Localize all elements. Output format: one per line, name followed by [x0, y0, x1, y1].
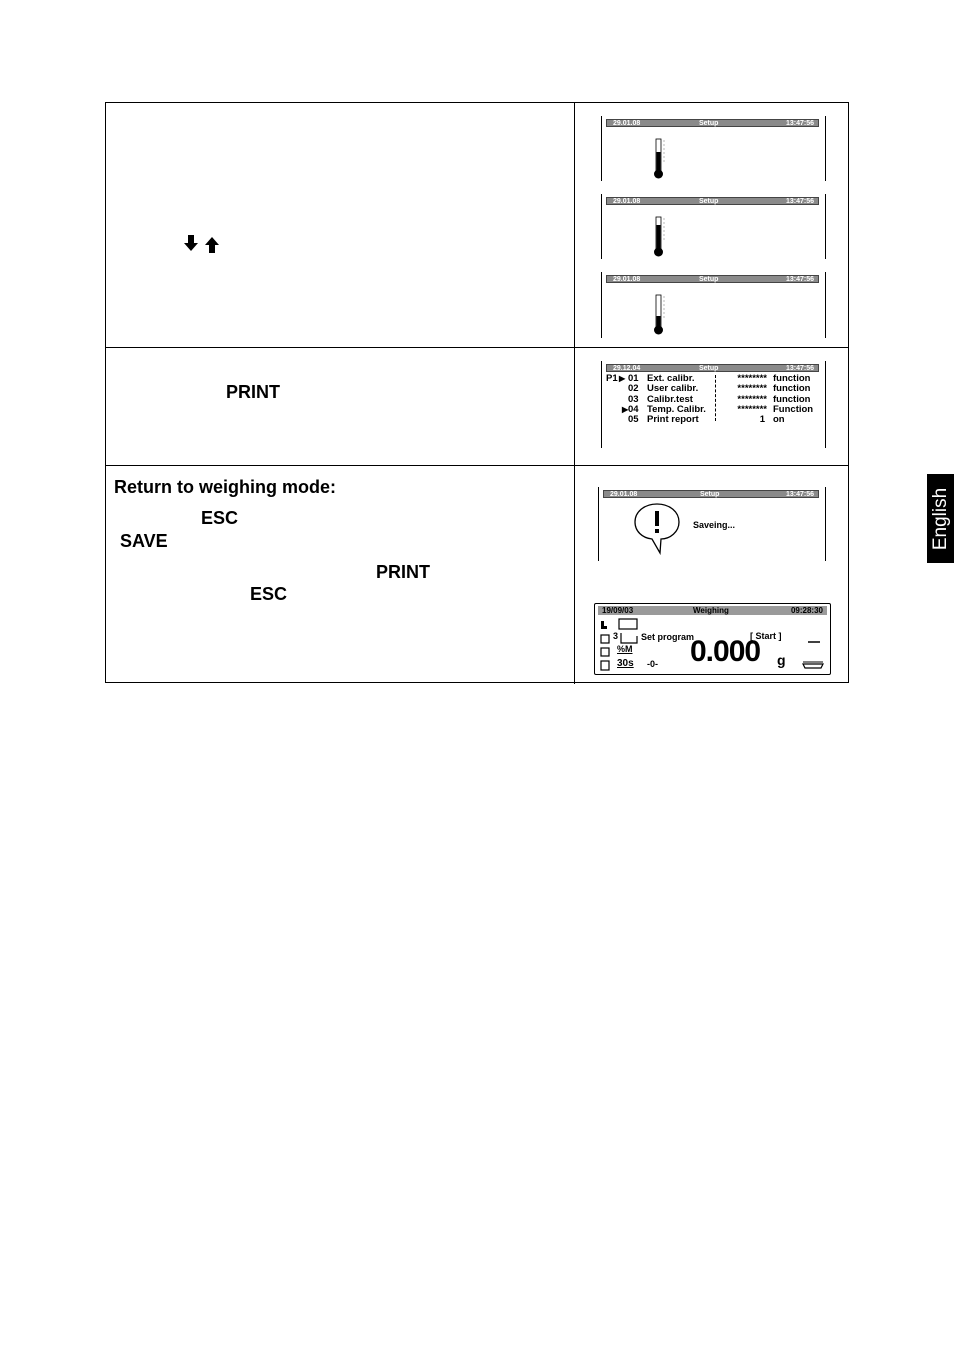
saving-screen [598, 487, 826, 561]
save-key-label: SAVE [120, 531, 168, 551]
menu-prefix: P1 [606, 373, 618, 384]
thermometer-screen [601, 272, 826, 338]
zero-indicator: -0- [647, 659, 658, 669]
esc-key-label: ESC [250, 584, 288, 604]
interval-value: 30s [617, 658, 634, 669]
pointer-icon: ▶ [619, 374, 626, 383]
print-key-label: PRINT [376, 562, 430, 582]
language-tab: English [927, 474, 954, 563]
thermometer-icon [652, 138, 666, 180]
screen-status-bar: 29.01.08 Setup 13:47:56 [606, 197, 819, 205]
menu-item-values: ******** ******** ******** ******** 1 [737, 373, 767, 426]
table-row [106, 103, 848, 348]
counter-value: 3 [613, 631, 619, 641]
column-divider [715, 375, 716, 421]
weight-display: 0.000 [690, 635, 761, 668]
thermometer-icon [652, 216, 666, 258]
table-row [106, 466, 848, 684]
instruction-table [105, 102, 849, 683]
menu-item-labels: Ext. calibr. User calibr. Calibr.test Temp. Calibr. Print report [647, 373, 706, 426]
thermometer-screen [601, 194, 826, 259]
warning-bubble-icon [633, 502, 681, 556]
thermometer-screen [601, 116, 826, 181]
instruction-cell [106, 103, 574, 347]
table-row [106, 348, 848, 466]
thermometer-icon [652, 294, 666, 336]
weighing-screen [594, 603, 831, 675]
saving-message: Saveing... [693, 520, 736, 530]
pointer-icon: ▶ [622, 404, 629, 414]
setup-menu-screen [601, 361, 826, 448]
down-up-arrows-icon [182, 233, 222, 255]
percent-mode: %M [617, 644, 633, 654]
instruction-cell [106, 466, 574, 684]
screen-status-bar: 29.01.08 Setup 13:47:56 [606, 275, 819, 283]
screen-cell [575, 348, 848, 465]
instruction-cell [106, 348, 574, 465]
screen-status-bar: 29.01.08 Setup 13:47:56 [603, 490, 819, 498]
screen-status-bar: 19/09/03 Weighing 09:28:30 [598, 606, 827, 615]
screen-status-bar: 29.12.04 Setup 13:47:56 [606, 364, 819, 372]
screen-status-bar: 29.01.08 Setup 13:47:56 [606, 119, 819, 127]
print-key-label: PRINT [226, 382, 280, 402]
section-heading: Return to weighing mode: [114, 477, 336, 497]
balance-icon [800, 640, 826, 670]
program-label: Set program [641, 632, 695, 642]
menu-item-status: function function function Function on [773, 373, 814, 426]
screen-cell [575, 466, 848, 684]
menu-item-numbers: 01 02 03 04 05 [628, 373, 639, 426]
start-label: [ Start ] [750, 631, 782, 641]
screen-cell [575, 103, 848, 347]
weight-unit: g [777, 652, 786, 668]
esc-key-label: ESC [201, 508, 239, 528]
